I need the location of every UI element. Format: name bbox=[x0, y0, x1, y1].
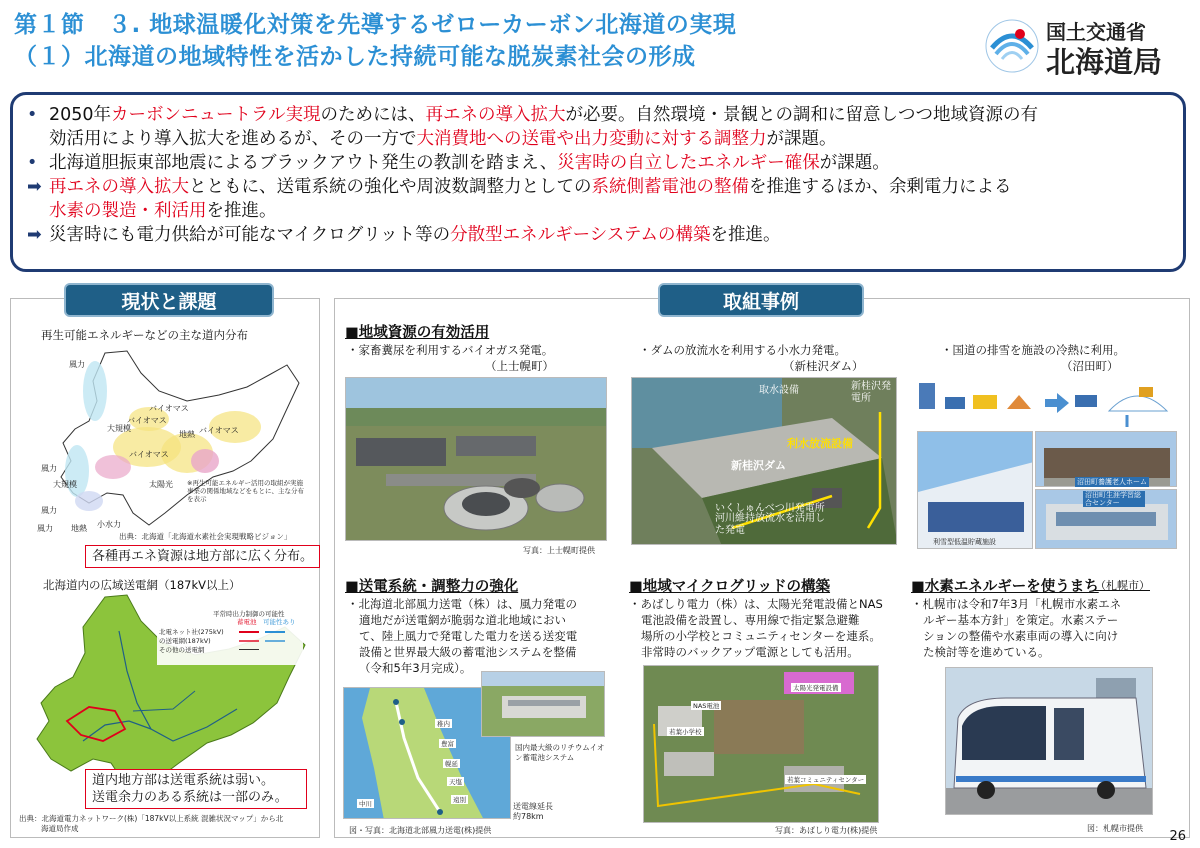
map2-callout-line: 道内地方部は送電系統は弱い。 bbox=[92, 773, 275, 788]
case2-line: ・北海道北部風力送電（株）は、風力発電の bbox=[347, 597, 577, 611]
case2-title: ■送電系統・調整力の強化 bbox=[345, 579, 519, 595]
bullet-icon: • bbox=[27, 105, 38, 125]
case4-line: た検討等を進めている。 bbox=[923, 645, 1050, 659]
transmission-legend bbox=[157, 609, 303, 665]
map1-label: 太陽光 bbox=[149, 480, 173, 489]
route-town-label: 幌延 bbox=[445, 760, 458, 768]
map1-label: 風力 bbox=[69, 360, 85, 369]
legend-red-line bbox=[239, 631, 259, 633]
summary-text: 災害時にも電力供給が可能なマイクログリット等の bbox=[49, 225, 451, 245]
snow-storage-image bbox=[918, 432, 1033, 549]
summary-box bbox=[10, 92, 1186, 272]
map1-callout: 各種再エネ資源は地方部に広く分布。 bbox=[85, 545, 320, 568]
line-length-value: 約78km bbox=[513, 812, 544, 821]
map1-label: バイオマス bbox=[129, 450, 169, 459]
summary-highlight: 水素の製造・利活用 bbox=[49, 201, 207, 221]
snow-label: 利雪型低温貯蔵施設 bbox=[933, 538, 996, 546]
snow-process-diagram bbox=[917, 377, 1177, 429]
map1-label: バイオマス bbox=[127, 416, 167, 425]
map1-label: 風力 bbox=[41, 506, 57, 515]
case1-desc-snow: ・国道の排雪を施設の冷熱に利用。 bbox=[941, 343, 1125, 357]
summary-text: とともに、送電系統の強化や周波数調整力としての bbox=[189, 177, 592, 197]
case1-desc-biogas: ・家畜糞尿を利用するバイオガス発電。 bbox=[347, 343, 554, 357]
case2-line: て、陸上風力で発電した電力を送る送変電 bbox=[359, 629, 578, 643]
case3-line: 非常時のバックアップ電源としても活用。 bbox=[641, 645, 859, 659]
biogas-plant-photo bbox=[345, 377, 607, 541]
summary-text: を推進。 bbox=[206, 201, 277, 221]
microgrid-tag: 若葉小学校 bbox=[669, 728, 702, 736]
logo-org-name: 国土交通省 bbox=[1046, 20, 1146, 44]
microgrid-tag: 太陽光発電設備 bbox=[793, 684, 839, 692]
case2-line: （令和5年3月完成）。 bbox=[359, 661, 472, 675]
dam-label: 利水放流設備 bbox=[787, 437, 853, 450]
summary-arrow-2 bbox=[27, 223, 1169, 247]
summary-text: が課題。 bbox=[766, 129, 837, 149]
map1-label: 風力 bbox=[41, 464, 57, 473]
map1-source: 出典：北海道「北海道水素社会実現戦略ビジョン」 bbox=[119, 532, 292, 541]
case4-line: ルギー基本方針」を策定。水素ステー bbox=[923, 613, 1119, 627]
route-town-label: 豊富 bbox=[441, 740, 454, 748]
summary-arrow-1 bbox=[27, 175, 1169, 199]
legend-title: 平常時出力制御の可能性 bbox=[213, 610, 285, 618]
case3-line: 場所の小学校とコミュニティセンターを連系。 bbox=[641, 629, 881, 643]
map1-label: バイオマス bbox=[199, 426, 239, 435]
case4-title: ■水素エネルギーを使うまち bbox=[911, 579, 1099, 595]
case1-place-hydro: （新桂沢ダム） bbox=[783, 359, 864, 373]
current-issues-panel bbox=[10, 298, 320, 838]
microgrid-aerial-image bbox=[644, 666, 879, 823]
legend-col-possible: 可能性あり bbox=[263, 618, 296, 626]
summary-text: 効活用により導入拡大を進めるが、その一方で bbox=[49, 129, 417, 149]
microgrid-aerial-photo bbox=[643, 665, 879, 823]
summary-bullet-1 bbox=[27, 103, 1169, 127]
mlit-emblem-icon bbox=[984, 18, 1040, 74]
snow-label: 沼田町養護老人ホーム bbox=[1077, 478, 1147, 486]
biogas-plant-image bbox=[346, 378, 607, 541]
dam-label: いくしゅんべつ川発電所 bbox=[715, 503, 825, 514]
summary-highlight: 再エネの導入拡大 bbox=[425, 105, 566, 125]
map1-label: 小水力 bbox=[97, 520, 121, 529]
case4-line: ・札幌市は令和7年3月「札幌市水素エネ bbox=[911, 597, 1122, 611]
mlit-logo bbox=[984, 14, 1184, 80]
case3-line: 電池設備を設置し、専用線で指定緊急避難 bbox=[641, 613, 860, 627]
map1-label: 地熱 bbox=[179, 430, 195, 439]
case1-credit-biogas: 写真：上士幌町提供 bbox=[523, 546, 595, 555]
line-length-caption: 送電線延長 bbox=[513, 802, 553, 811]
summary-highlight: 大消費地への送電や出力変動に対する調整力 bbox=[416, 129, 767, 149]
summary-highlight: カーボンニュートラル実現 bbox=[111, 105, 321, 125]
dam-label: 河川維持放流水を活用した発電 bbox=[715, 513, 825, 536]
summary-bullet-2 bbox=[27, 151, 1169, 175]
summary-highlight: 系統側蓄電池の整備 bbox=[591, 177, 749, 197]
summary-text: を推進。 bbox=[710, 225, 781, 245]
dam-label: 新桂沢ダム bbox=[731, 459, 786, 472]
legend-black-line bbox=[239, 649, 259, 650]
case1-title: ■地域資源の有効活用 bbox=[345, 325, 490, 341]
dam-label: 取水設備 bbox=[759, 385, 799, 396]
summary-text: 北海道胆振東部地震によるブラックアウト発生の教訓を踏まえ、 bbox=[49, 153, 558, 173]
case3-title: ■地域マイクログリッドの構築 bbox=[629, 579, 831, 595]
initiatives-panel bbox=[334, 298, 1190, 838]
current-issues-heading: 現状と課題 bbox=[64, 283, 274, 317]
summary-text: のためには、 bbox=[320, 105, 426, 125]
case4-credit: 図：札幌市提供 bbox=[1087, 824, 1143, 833]
dam-label: 新桂沢発電所 bbox=[851, 381, 891, 404]
legend-row: その他の送電網 bbox=[159, 646, 205, 654]
hydrogen-bus-image bbox=[946, 668, 1153, 815]
renewable-distribution-map bbox=[37, 343, 307, 533]
summary-text: を推進するほか、余剰電力による bbox=[749, 177, 1012, 197]
summary-highlight: 再エネの導入拡大 bbox=[49, 177, 189, 197]
battery-caption: 国内最大級のリチウムイオン蓄電池システム bbox=[515, 743, 605, 762]
arrow-right-icon: ➡ bbox=[27, 177, 42, 197]
map2-source: 海道局作成 bbox=[41, 824, 79, 833]
summary-highlight: 災害時の自立したエネルギー確保 bbox=[557, 153, 820, 173]
map1-label: 風力 bbox=[37, 524, 53, 533]
map1-note: ※再生可能エネルギー活用の取組が実施事業の関係地域などをもとに、主な分布を表示 bbox=[187, 479, 304, 503]
legend-red-line bbox=[239, 640, 259, 642]
hydrogen-bus-image-frame bbox=[945, 667, 1153, 815]
map1-label: 大規模 bbox=[53, 480, 77, 489]
route-town-label: 遠別 bbox=[453, 796, 466, 804]
map1-label: 大規模 bbox=[107, 424, 131, 433]
battery-system-photo bbox=[481, 671, 605, 737]
case2-line: 設備と世界最大級の蓄電池システムを整備 bbox=[359, 645, 577, 659]
case1-desc-hydro: ・ダムの放流水を利用する小水力発電。 bbox=[639, 343, 846, 357]
case3-credit: 写真：あばしり電力(株)提供 bbox=[775, 826, 878, 835]
route-town-label: 中川 bbox=[359, 800, 372, 808]
summary-text: が必要。自然環境・景観との調和に留意しつつ地域資源の有 bbox=[565, 105, 1039, 125]
summary-text: が課題。 bbox=[819, 153, 890, 173]
case1-place-snow: （沼田町） bbox=[1061, 359, 1119, 373]
case4-line: ションの整備や水素車両の導入に向け bbox=[923, 629, 1119, 643]
logo-bureau-name: 北海道局 bbox=[1046, 45, 1163, 79]
legend-blue-line bbox=[265, 640, 285, 642]
page-title-line1: 第１節 ３. 地球温暖化対策を先導するゼローカーボン北海道の実現 bbox=[14, 12, 737, 38]
microgrid-tag: NAS電池 bbox=[693, 702, 720, 710]
map1-label: 地熱 bbox=[71, 524, 87, 533]
summary-arrow-1-cont bbox=[27, 199, 1169, 223]
map2-callout bbox=[85, 769, 307, 809]
legend-col-battery: 蓄電池 bbox=[237, 618, 257, 626]
case4-place: （札幌市） bbox=[1095, 579, 1150, 592]
legend-blue-line bbox=[265, 631, 285, 633]
summary-text: 2050年 bbox=[49, 105, 112, 125]
map2-source: 出典：北海道電力ネットワーク(株)「187kV以上系統 混雑状況マップ」から北 bbox=[19, 814, 284, 823]
route-town-label: 稚内 bbox=[437, 720, 450, 728]
case2-line: 適地だが送電網が脆弱な道北地域におい bbox=[359, 613, 566, 627]
page-title-line2: （１）北海道の地域特性を活かした持続可能な脱炭素社会の形成 bbox=[14, 44, 696, 70]
summary-highlight: 分散型エネルギーシステムの構築 bbox=[450, 225, 711, 245]
map1-label: バイオマス bbox=[149, 404, 189, 413]
summary-bullet-1-cont bbox=[27, 127, 1169, 151]
case2-credit: 図・写真：北海道北部風力送電(株)提供 bbox=[349, 826, 492, 835]
arrow-right-icon: ➡ bbox=[27, 225, 42, 245]
snow-label: 沼田町生涯学習総合センター bbox=[1083, 491, 1145, 507]
case1-place-biogas: （上士幌町） bbox=[485, 359, 554, 373]
battery-system-image bbox=[482, 672, 605, 737]
microgrid-tag: 若葉コミュニティセンター bbox=[787, 776, 865, 784]
snow-storage-photo bbox=[917, 431, 1033, 549]
map2-callout-line: 送電余力のある系統は一部のみ。 bbox=[92, 790, 288, 805]
initiatives-heading: 取組事例 bbox=[658, 283, 864, 317]
page-number: 26 bbox=[1169, 829, 1186, 844]
map2-title: 北海道内の広域送電網（187kV以上） bbox=[43, 578, 241, 592]
legend-row: 北電ネット社(275kV) bbox=[159, 628, 224, 636]
case3-line: ・あばしり電力（株）は、太陽光発電設備とNAS bbox=[629, 597, 883, 611]
bullet-icon: • bbox=[27, 153, 38, 173]
legend-row: の送電網(187kV) bbox=[159, 637, 211, 645]
route-town-label: 天塩 bbox=[449, 778, 462, 786]
map1-title: 再生可能エネルギーなどの主な道内分布 bbox=[41, 328, 248, 342]
